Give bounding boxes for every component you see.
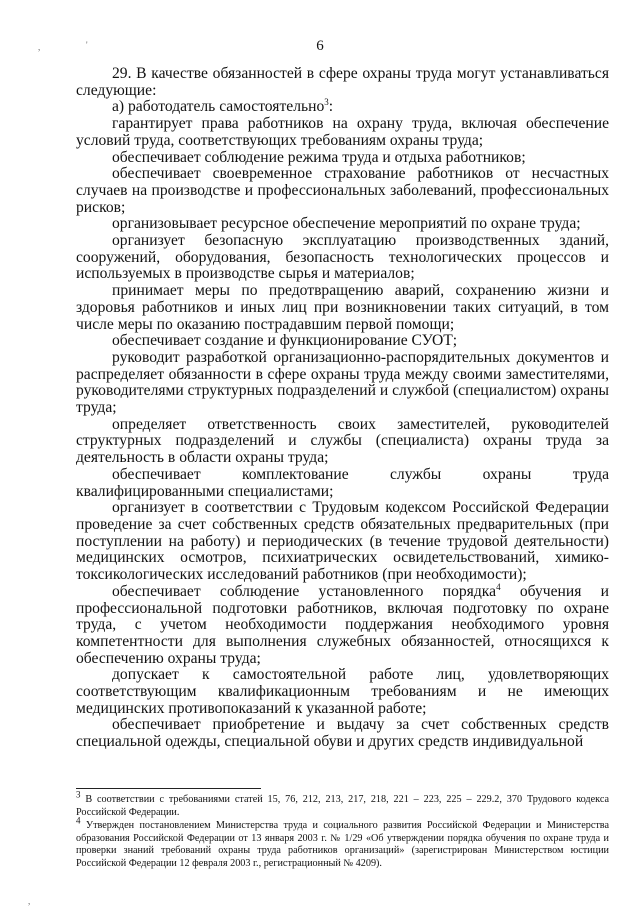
paragraph: организует в соответствии с Трудовым кодексом Российской Федерации проведение за счет собственных средств обязательных предварительных (при поступлении на работу) и периодических (в течение трудовой деятельности) медицинских осмотров, психиатрических освидетельствований, химико-токсикологических исследований работников (при необходимости);: [76, 499, 609, 584]
footnote-divider: [76, 788, 261, 789]
footnote-ref: 3: [324, 97, 329, 108]
paragraph: обеспечивает создание и функционирование СУОТ;: [112, 332, 458, 350]
paragraph: определяет ответственность своих заместителей, руководителей структурных подразделений и службы (специалиста) охраны труда за деятельность в области охраны труда;: [76, 415, 609, 467]
scan-mark: ': [86, 40, 88, 50]
main-text: [76, 66, 609, 751]
footnote-mark: 4: [76, 815, 81, 826]
paragraph: принимает меры по предотвращению аварий, сохранению жизни и здоровья работников и иных лиц при возникновении таких ситуаций, в том числе меры по оказанию пострадавшим первой помощи;: [76, 282, 609, 333]
paragraph: руководит разработкой организационно-распорядительных документов и распределяет обязанности в сфере охраны труда между своими заместителями, руководителями структурных подразделений и службой (специалистом) охраны труда;: [76, 348, 609, 417]
paragraph: обеспечивает соблюдение режима труда и отдыха работников;: [112, 148, 526, 166]
footnote-mark: 3: [76, 789, 81, 800]
paragraph: гарантирует права работников на охрану труда, включая обеспечение условий труда, соответствующих требованиям охраны труда;: [76, 115, 609, 149]
paragraph: обеспечивает своевременное страхование работников от несчастных случаев на производстве и профессиональных заболеваний, профессиональных рисков;: [76, 165, 609, 216]
paragraph: организует безопасную эксплуатацию производственных зданий, сооружений, оборудования, безопасность технологических процессов и используемых в производстве сырья и материалов;: [76, 232, 609, 283]
footnote-ref: 4: [496, 581, 501, 592]
paragraph: допускает к самостоятельной работе лиц, удовлетворяющих соответствующим квалификационным требованиям и не имеющих медицинских противопоказаний к указанной работе;: [76, 666, 609, 717]
paragraph: организовывает ресурсное обеспечение мероприятий по охране труда;: [112, 215, 581, 233]
footnotes: [76, 789, 609, 872]
footnote: $^3$ В соответствии с требованиями статей 15, 76, 212, 213, 217, 218, 221 – 223, 225 – 229.2, 370 Трудового кодекса Российской Федерации.: [76, 789, 609, 818]
paragraph: а) работодатель самостоятельно$^3$:: [112, 97, 334, 116]
paragraph: обеспечивает комплектование службы охраны труда квалифицированными специалистами;: [76, 465, 609, 500]
scan-mark: ,: [38, 42, 41, 52]
page-number: 6: [316, 38, 324, 54]
paragraph: 29. В качестве обязанностей в сфере охраны труда могут устанавливаться следующие:: [76, 65, 609, 99]
paragraph: обеспечивает соблюдение установленного порядка$^4$ обучения и профессиональной подготовки работников, включая подготовку по охране труда, с учетом необходимости поддержания необходимого уровня компетентности для выполнения служебных обязанностей, относящихся к обеспечению охраны труда;: [76, 581, 610, 667]
scan-mark: ,: [28, 896, 31, 906]
paragraph: обеспечивает приобретение и выдачу за счет собственных средств специальной одежды, специальной обуви и других средств индивидуальной: [76, 716, 609, 751]
footnote: $^4$ Утвержден постановлением Министерства труда и социального развития Российской Федерации и Министерства образования Российской Федерации от 13 января 2003 г. № 1/29 «Об утверждении порядка обучения по охране труда и проверки знаний требований охраны труда работников организаций» (зарегистрирован Министерством юстиции Российской Федерации 12 февраля 2003 г., регистрационный № 4209).: [76, 815, 609, 869]
